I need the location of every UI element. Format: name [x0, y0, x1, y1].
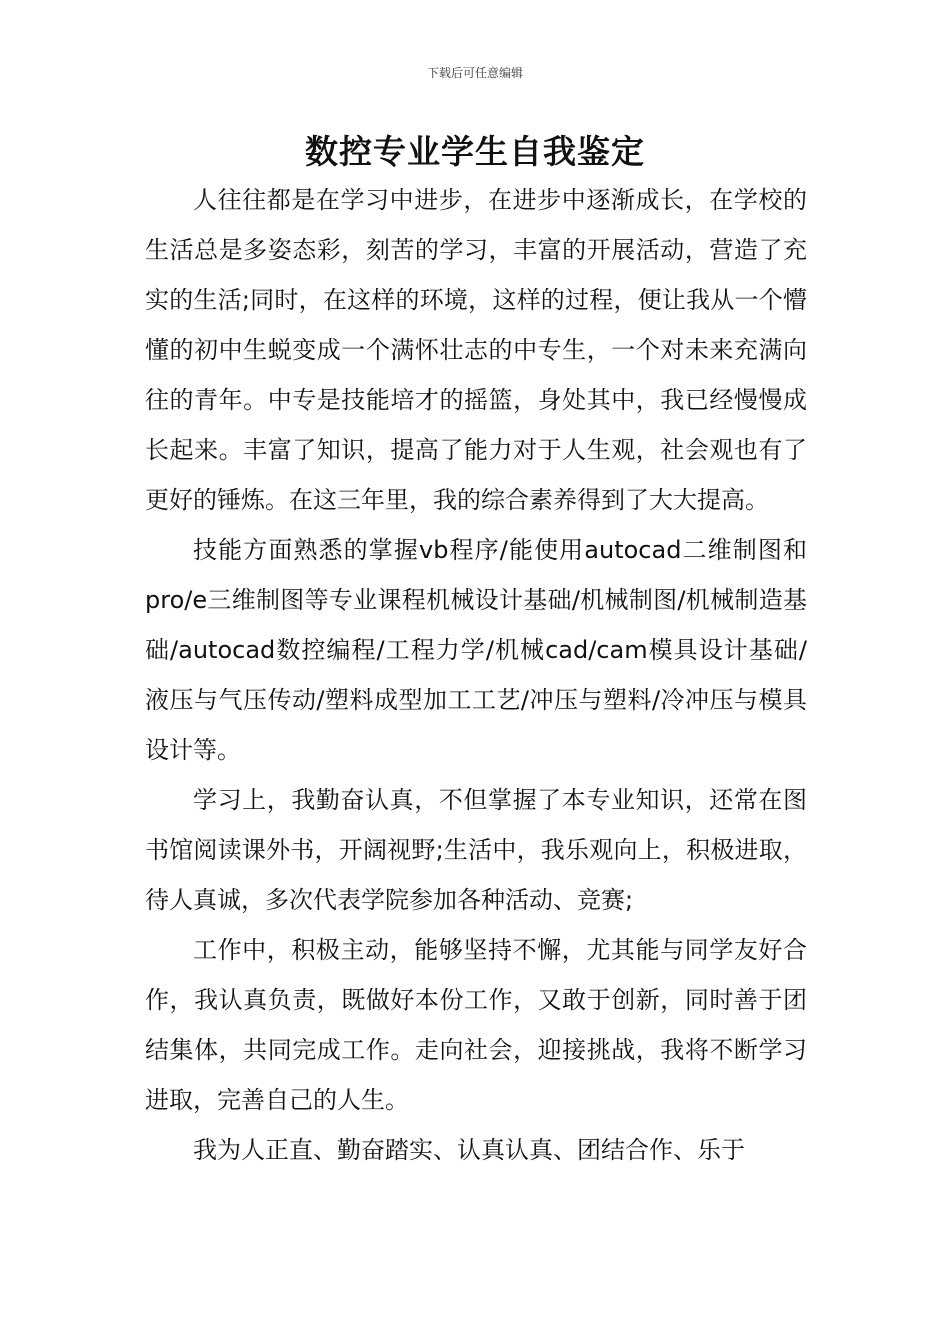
paragraph-intro: 人往往都是在学习中进步，在进步中逐渐成长，在学校的生活总是多姿态彩，刻苦的学习，丰富的开展活动，营造了充实的生活;同时，在这样的环境，这样的过程，便让我从一个懵懂的初中生蜕变成一个满怀壮志的中专生，一个对未来充满向往的青年。中专是技能培才的摇篮，身处其中，我已经慢慢成长起来。丰富了知识，提高了能力对于人生观，社会观也有了更好的锤炼。在这三年里，我的综合素养得到了大大提高。: [145, 186, 807, 514]
paragraph-work: 工作中，积极主动，能够坚持不懈，尤其能与同学友好合作，我认真负责，既做好本份工作，又敢于创新，同时善于团结集体，共同完成工作。走向社会，迎接挑战，我将不断学习进取，完善自己的人生。: [145, 936, 807, 1114]
download-note: 下载后可任意编辑: [426, 66, 523, 80]
paragraph-character: 我为人正直、勤奋踏实、认真认真、团结合作、乐于: [193, 1136, 745, 1164]
document-title: 数控专业学生自我鉴定: [305, 132, 645, 171]
paragraph-skills: 技能方面熟悉的掌握vb程序/能使用autocad二维制图和pro/e三维制图等专业课程机械设计基础/机械制图/机械制造基础/autocad数控编程/工程力学/机械cad/cam模具设计基础/液压与气压传动/塑料成型加工工艺/冲压与塑料/冷冲压与模具设计等。: [145, 536, 807, 764]
document-body: [145, 175, 807, 1175]
paragraph-study: 学习上，我勤奋认真，不但掌握了本专业知识，还常在图书馆阅读课外书，开阔视野;生活中，我乐观向上，积极进取，待人真诚，多次代表学院参加各种活动、竞赛;: [145, 786, 807, 914]
